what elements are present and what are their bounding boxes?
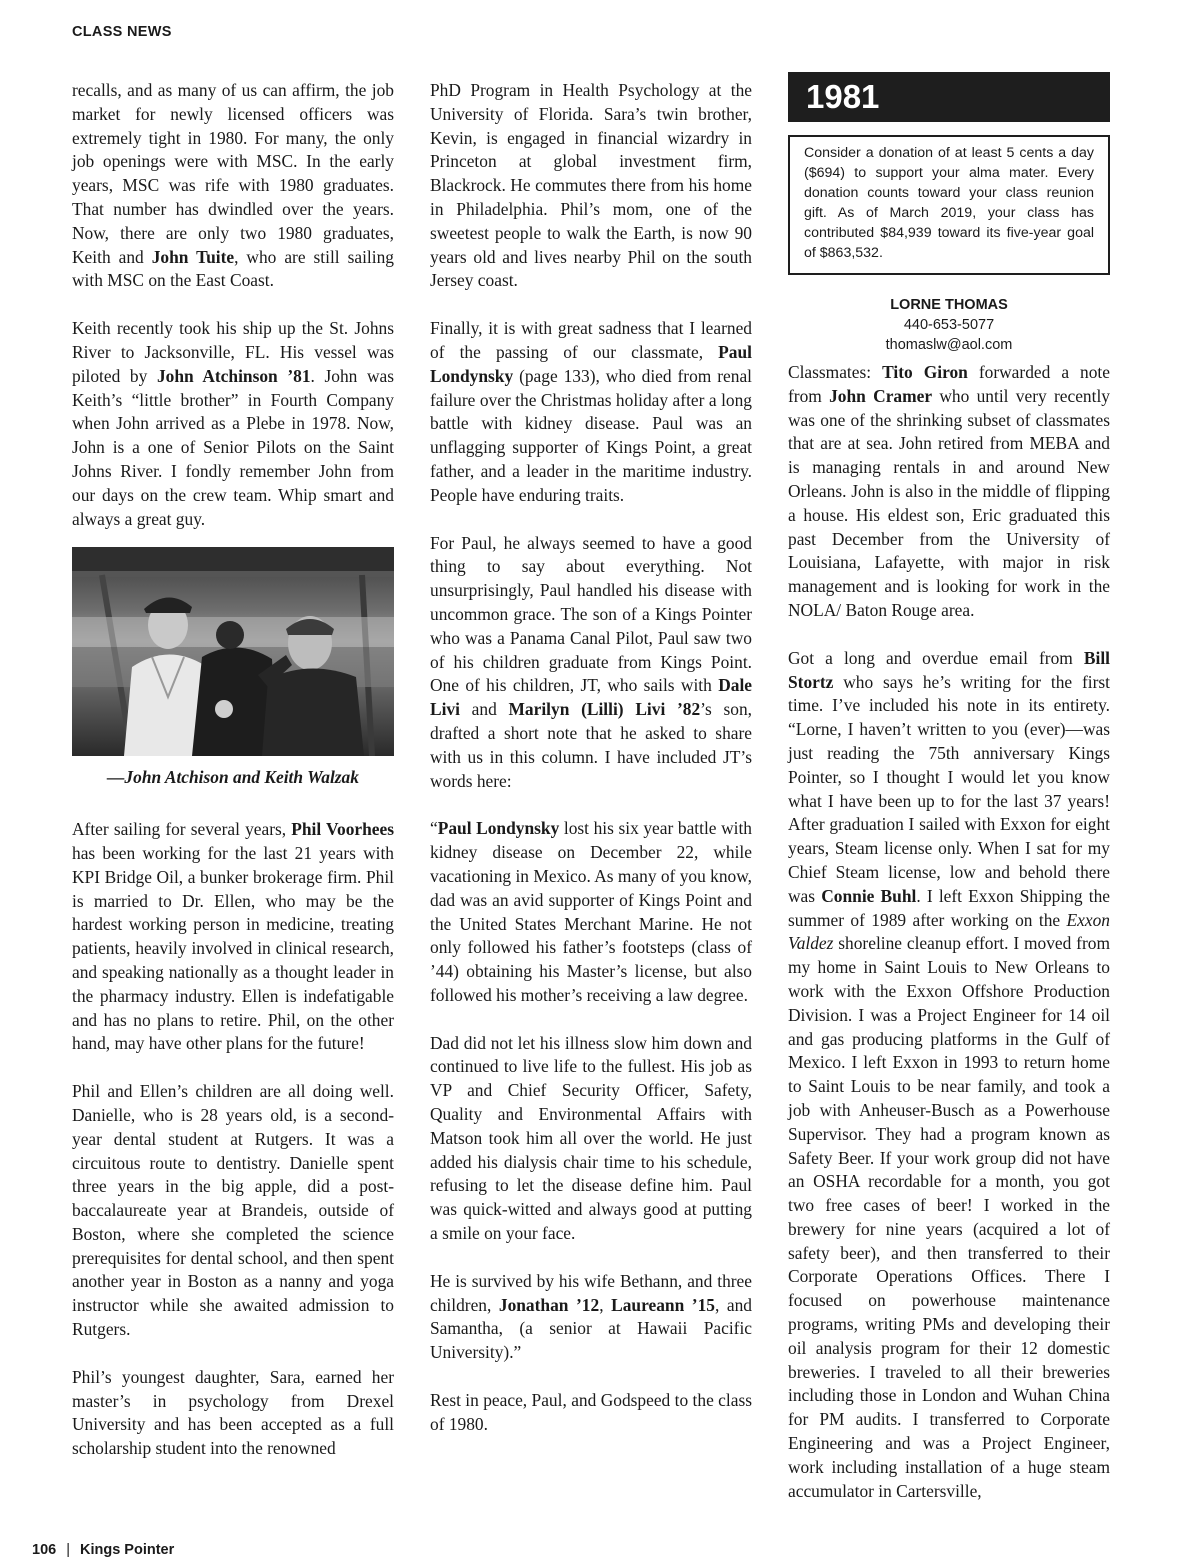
paragraph: Dad did not let his illness slow him down and continued to live life to the fullest. His job as VP and Chief Security Officer, Safety, Quality and Environmental Affairs with Matson took him all over the world. He just added his dialysis chair time to his schedule, refusing to let the disease define him. Paul was quick-witted and always good at putting a smile on your face. [430, 1032, 752, 1244]
section-header: CLASS NEWS [72, 24, 172, 40]
photo-illustration [72, 547, 394, 756]
contact-email: thomaslw@aol.com [885, 337, 1013, 353]
class-year-banner: 1981 [788, 72, 1110, 122]
footer-separator: | [66, 1542, 70, 1558]
donation-box: Consider a donation of at least 5 cents a day ($694) to support your alma mater. Every donation counts toward your class reunion gift. As of March 2019, your class has contributed $84,939 toward its five-year goal of $863,532. [788, 135, 1110, 275]
paragraph: Phil’s youngest daughter, Sara, earned her master’s in psychology from Drexel University and has been accepted as a full scholarship student into the renowned [72, 1366, 394, 1459]
class-photo [72, 547, 394, 756]
contact-name: LORNE THOMAS [890, 297, 1008, 313]
paragraph: For Paul, he always seemed to have a good thing to say about everything. Not unsurprisingly, Paul handled his disease with uncommon grace. The son of a Kings Pointer who was a Panama Canal Pilot, Paul saw two of his children graduate from Kings Point. One of his children, JT, who sails with Dale Livi and Marilyn (Lilli) Livi ’82’s son, drafted a short note that he asked to share with us in this column. I have included JT’s words here: [430, 532, 752, 791]
column-3 [788, 79, 1110, 1527]
paragraph: Got a long and overdue email from Bill Stortz who says he’s writing for the first time. I’ve included his note in its entirety. “Lorne, I haven’t written to you (ever)—was just reading the 75th anniversary Kings Pointer, so I thought I would let you know what I have been up to for the last 37 years! After graduation I sailed with Exxon for eight years, Steam license only. When I sat for my Chief Steam license, low and behold there was Connie Buhl. I left Exxon Shipping the summer of 1989 after working on the Exxon Valdez shoreline cleanup effort. I moved from my home in Saint Louis to New Orleans to work with the Exxon Offshore Production Division. I was a Project Engineer for 14 oil and gas producing platforms in the Gulf of Mexico. I left Exxon in 1993 to return home to Saint Louis to be near family, and took a job with Anheuser-Busch as a Powerhouse Supervisor. They had a program known as Safety Beer. If your work group did not have an OSHA recordable for a month, you got two free cases of beer! I worked in the brewery for nine years (acquired a lot of safety beer), and then transferred to their Corporate Operations Offices. There I focused on powerhouse maintenance programs, writing PMs and developing their oil analysis program for their 12 domestic breweries. I traveled to all their breweries including those in London and Wuhan China for PM audits. I transferred to Corporate Engineering and was a Project Engineer, work including installation of a huge steam accumulator in Cartersville, [788, 647, 1110, 1501]
publication-name: Kings Pointer [79, 1542, 175, 1558]
photo-caption: —John Atchison and Keith Walzak [107, 767, 359, 788]
page-number: 106 [32, 1542, 57, 1558]
paragraph: He is survived by his wife Bethann, and three children, Jonathan ’12, Laureann ’15, and Samantha, (a senior at Hawaii Pacific University).” [430, 1270, 752, 1363]
class-contact [788, 295, 1110, 355]
paragraph: PhD Program in Health Psychology at the University of Florida. Sara’s twin brother, Kevin, is engaged in financial wizardry in Princeton at global investment firm, Blackrock. He commutes there from his home in Philadelphia. Phil’s mom, one of the sweetest people to walk the Earth, is now 90 years old and lives nearby Phil on the south Jersey coast. [430, 80, 752, 291]
paragraph: “Paul Londynsky lost his six year battle with kidney disease on December 22, while vacationing in Mexico. As many of you know, dad was an avid supporter of Kings Point and the United States Merchant Marine. He not only followed his father’s footsteps (class of ’44) obtaining his Master’s license, but also followed his mother’s receiving a law degree. [430, 818, 753, 1005]
column-2 [430, 79, 752, 1461]
paragraph: Finally, it is with great sadness that I learned of the passing of our classmate, Paul Londynsky (page 133), who died from renal failure over the Christmas holiday after a long battle with kidney disease. Paul was an unflagging supporter of Kings Point, a great father, and a leader in the maritime industry. People have enduring traits. [430, 318, 752, 505]
paragraph: After sailing for several years, Phil Voorhees has been working for the last 21 years with KPI Bridge Oil, a bunker brokerage firm. Phil is married to Dr. Ellen, who may be the hardest working person in medicine, treating patients, heavily involved in clinical research, and speaking nationally as a thought leader in the pharmacy industry. Ellen is indefatigable and has no plans to retire. Phil, on the other hand, may have other plans for the future! [72, 819, 394, 1054]
paragraph: Phil and Ellen’s children are all doing well. Danielle, who is 28 years old, is a second-year dental student at Rutgers. It was a circuitous route to dentistry. Danielle spent three years in the big apple, did a post-baccalaureate year at Brandeis, outside of Boston, where she completed the science prerequisites for dental school, and then spent another year in Boston as a nanny and yoga instructor while she awaited admission to Rutgers. [72, 1081, 394, 1340]
paragraph: Keith recently took his ship up the St. Johns River to Jacksonville, FL. His vessel was piloted by John Atchinson ’81. John was Keith’s “little brother” in Fourth Company when John arrived as a Plebe in 1978. Now, John is a one of Senior Pilots on the Saint Johns River. I fondly remember John from our days on the crew team. Whip smart and always a great guy. [72, 318, 394, 529]
page-footer [32, 1542, 174, 1558]
paragraph: recalls, and as many of us can affirm, the job market for newly licensed officers was extremely tight in 1980. For many, the only job openings were with MSC. In the early years, MSC was rife with 1980 graduates. That number has dwindled over the years. Now, there are only two 1980 graduates, Keith and John Tuite, who are still sailing with MSC on the East Coast. [72, 80, 394, 291]
paragraph: Classmates: Tito Giron forwarded a note from John Cramer who until very recently was one of the shrinking subset of classmates that are at sea. John retired from MEBA and is managing rentals in and around New Orleans. John is also in the middle of flipping a house. His eldest son, Eric graduated this past December from the University of Louisiana, Lafayette, with major in risk management and is looking for work in the NOLA/ Baton Rouge area. [788, 362, 1110, 620]
contact-phone: 440-653-5077 [903, 317, 995, 333]
paragraph: Rest in peace, Paul, and Godspeed to the class of 1980. [430, 1390, 752, 1434]
column-1 [72, 79, 394, 1485]
